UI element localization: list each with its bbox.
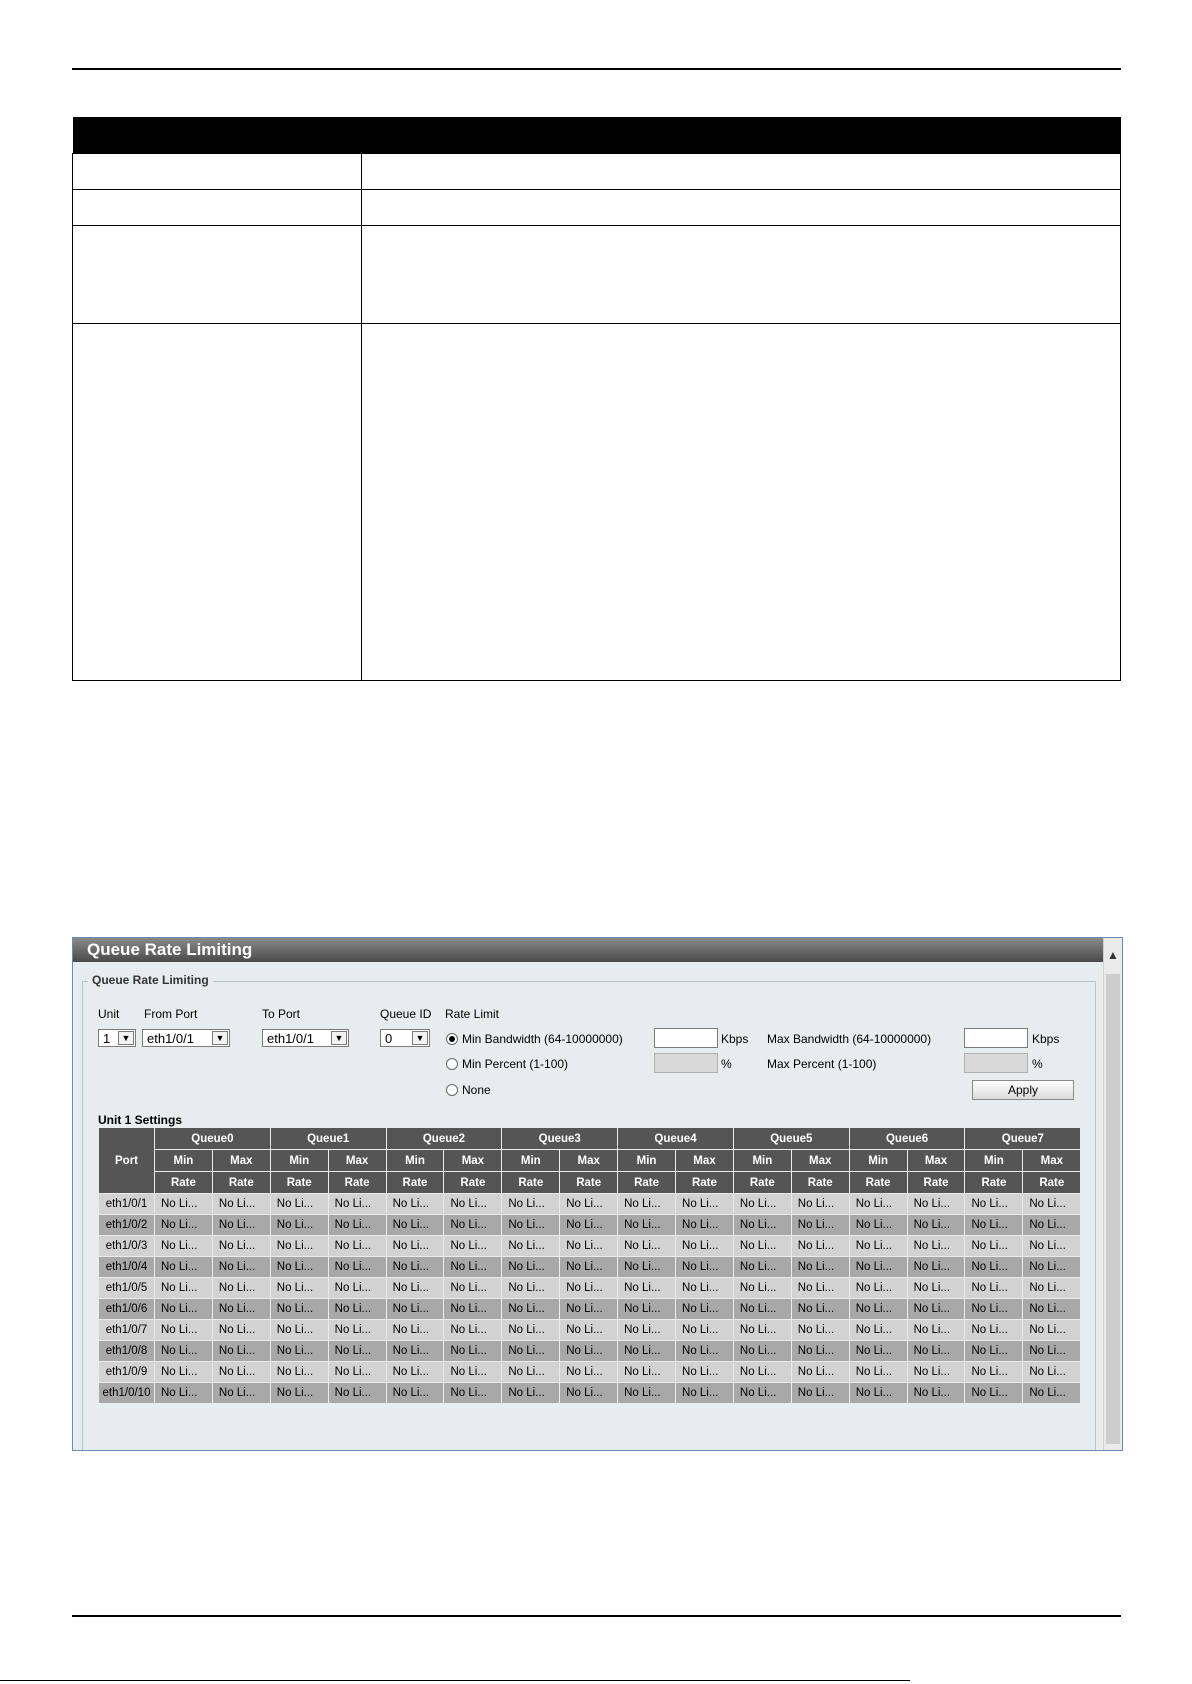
param-cell: [73, 324, 362, 681]
min-percent-radio[interactable]: [446, 1058, 458, 1070]
rate-cell: No Li...: [270, 1320, 328, 1341]
rate-cell: No Li...: [1023, 1257, 1081, 1278]
rate-cell: No Li...: [502, 1257, 560, 1278]
rate-cell: No Li...: [155, 1341, 213, 1362]
rate-cell: No Li...: [1023, 1383, 1081, 1404]
table-row: [99, 1236, 1081, 1257]
rate-cell: No Li...: [560, 1278, 618, 1299]
rate-cell: No Li...: [560, 1194, 618, 1215]
min-header: Min: [155, 1150, 213, 1172]
rate-cell: No Li...: [502, 1299, 560, 1320]
min-header: Min: [849, 1150, 907, 1172]
desc-cell: [362, 154, 1121, 190]
rate-cell: No Li...: [386, 1320, 444, 1341]
rate-cell: No Li...: [386, 1215, 444, 1236]
rate-limit-label: Rate Limit: [445, 1007, 500, 1021]
max-header: Max: [676, 1150, 734, 1172]
rate-cell: No Li...: [733, 1278, 791, 1299]
rate-cell: No Li...: [328, 1278, 386, 1299]
rate-cell: No Li...: [328, 1299, 386, 1320]
rate-cell: No Li...: [733, 1236, 791, 1257]
rate-cell: No Li...: [444, 1362, 502, 1383]
rate-header: Rate: [1023, 1172, 1081, 1194]
rate-cell: No Li...: [212, 1341, 270, 1362]
rate-cell: No Li...: [733, 1383, 791, 1404]
rate-cell: No Li...: [849, 1383, 907, 1404]
rate-cell: No Li...: [733, 1194, 791, 1215]
rate-cell: No Li...: [965, 1194, 1023, 1215]
rate-cell: No Li...: [849, 1257, 907, 1278]
table-row: [99, 1215, 1081, 1236]
table-row: [99, 1299, 1081, 1320]
none-radio[interactable]: [446, 1084, 458, 1096]
rate-cell: No Li...: [849, 1362, 907, 1383]
rate-cell: No Li...: [1023, 1299, 1081, 1320]
rate-cell: No Li...: [386, 1362, 444, 1383]
chevron-down-icon: ▼: [118, 1031, 134, 1045]
queue-header: Queue3: [502, 1128, 618, 1150]
min-bandwidth-input[interactable]: [654, 1028, 718, 1048]
rate-header: Rate: [444, 1172, 502, 1194]
desc-cell: [362, 190, 1121, 226]
queue-id-label: Queue ID: [380, 1007, 432, 1021]
port-cell: eth1/0/9: [99, 1362, 155, 1383]
queue-header: Queue6: [849, 1128, 965, 1150]
rate-cell: No Li...: [1023, 1278, 1081, 1299]
port-cell: eth1/0/7: [99, 1320, 155, 1341]
rate-cell: No Li...: [791, 1383, 849, 1404]
min-percent-label: Min Percent (1-100): [462, 1057, 569, 1071]
rate-cell: No Li...: [965, 1383, 1023, 1404]
rate-cell: No Li...: [155, 1236, 213, 1257]
rate-cell: No Li...: [1023, 1341, 1081, 1362]
rate-cell: No Li...: [328, 1236, 386, 1257]
rate-cell: No Li...: [560, 1257, 618, 1278]
rate-cell: No Li...: [733, 1341, 791, 1362]
rate-header: Rate: [270, 1172, 328, 1194]
rate-cell: No Li...: [618, 1236, 676, 1257]
rate-cell: No Li...: [502, 1194, 560, 1215]
rate-cell: No Li...: [676, 1215, 734, 1236]
rate-cell: No Li...: [849, 1341, 907, 1362]
rate-cell: No Li...: [328, 1341, 386, 1362]
rate-header: Rate: [733, 1172, 791, 1194]
rate-cell: No Li...: [155, 1194, 213, 1215]
unit-select[interactable]: 1 ▼: [98, 1029, 136, 1047]
port-cell: eth1/0/6: [99, 1299, 155, 1320]
rate-cell: No Li...: [270, 1341, 328, 1362]
rate-cell: No Li...: [965, 1320, 1023, 1341]
rate-cell: No Li...: [618, 1257, 676, 1278]
rate-cell: No Li...: [618, 1362, 676, 1383]
rate-cell: No Li...: [965, 1236, 1023, 1257]
rate-cell: No Li...: [444, 1299, 502, 1320]
rate-cell: No Li...: [676, 1362, 734, 1383]
rate-cell: No Li...: [907, 1299, 965, 1320]
vertical-scrollbar[interactable]: [1103, 938, 1123, 1450]
rate-cell: No Li...: [155, 1278, 213, 1299]
parameter-table: [72, 117, 1121, 681]
rate-cell: No Li...: [791, 1278, 849, 1299]
chevron-down-icon: ▼: [331, 1031, 347, 1045]
rate-header: Rate: [618, 1172, 676, 1194]
min-header: Min: [502, 1150, 560, 1172]
parameter-table-header: [73, 117, 1121, 154]
rate-cell: No Li...: [212, 1236, 270, 1257]
rate-cell: No Li...: [444, 1320, 502, 1341]
min-header: Min: [270, 1150, 328, 1172]
rate-cell: No Li...: [386, 1257, 444, 1278]
rate-cell: No Li...: [502, 1278, 560, 1299]
rate-cell: No Li...: [328, 1194, 386, 1215]
rate-cell: No Li...: [676, 1383, 734, 1404]
desc-cell: [362, 324, 1121, 681]
queue-header: Queue4: [618, 1128, 734, 1150]
rate-cell: No Li...: [618, 1299, 676, 1320]
chevron-down-icon: ▼: [212, 1031, 228, 1045]
port-cell: eth1/0/4: [99, 1257, 155, 1278]
rate-cell: No Li...: [328, 1215, 386, 1236]
desc-cell: [362, 226, 1121, 324]
rate-cell: No Li...: [502, 1362, 560, 1383]
max-kbps-unit: Kbps: [1032, 1032, 1060, 1046]
rate-cell: No Li...: [733, 1299, 791, 1320]
to-port-select[interactable]: eth1/0/1 ▼: [262, 1029, 349, 1047]
rate-header: Rate: [502, 1172, 560, 1194]
rate-cell: No Li...: [155, 1215, 213, 1236]
rate-cell: No Li...: [676, 1341, 734, 1362]
rate-cell: No Li...: [560, 1236, 618, 1257]
rate-cell: No Li...: [328, 1362, 386, 1383]
rate-cell: No Li...: [733, 1215, 791, 1236]
rate-cell: No Li...: [444, 1278, 502, 1299]
port-cell: eth1/0/2: [99, 1215, 155, 1236]
rate-cell: No Li...: [212, 1383, 270, 1404]
rate-cell: No Li...: [386, 1299, 444, 1320]
rate-cell: No Li...: [965, 1341, 1023, 1362]
none-label: None: [462, 1083, 491, 1097]
min-header: Min: [965, 1150, 1023, 1172]
min-header: Min: [618, 1150, 676, 1172]
rate-cell: No Li...: [212, 1194, 270, 1215]
chevron-down-icon: ▼: [412, 1031, 428, 1045]
rate-header: Rate: [155, 1172, 213, 1194]
param-cell: [73, 190, 362, 226]
param-cell: [73, 226, 362, 324]
rate-cell: No Li...: [791, 1236, 849, 1257]
max-header: Max: [328, 1150, 386, 1172]
max-bandwidth-label: Max Bandwidth (64-10000000): [767, 1032, 932, 1046]
rate-cell: No Li...: [270, 1362, 328, 1383]
rate-cell: No Li...: [676, 1299, 734, 1320]
chevron-up-icon[interactable]: ▲: [1107, 948, 1119, 962]
rate-cell: No Li...: [965, 1215, 1023, 1236]
rate-cell: No Li...: [212, 1299, 270, 1320]
rate-cell: No Li...: [618, 1320, 676, 1341]
rate-header: Rate: [849, 1172, 907, 1194]
rate-cell: No Li...: [502, 1383, 560, 1404]
unit-settings-title: Unit 1 Settings: [98, 1113, 183, 1127]
rate-cell: No Li...: [155, 1299, 213, 1320]
rate-cell: No Li...: [849, 1320, 907, 1341]
min-header: Min: [386, 1150, 444, 1172]
rate-cell: No Li...: [907, 1257, 965, 1278]
rate-cell: No Li...: [270, 1194, 328, 1215]
rate-cell: No Li...: [1023, 1362, 1081, 1383]
rate-cell: No Li...: [907, 1236, 965, 1257]
queue-header: Queue5: [733, 1128, 849, 1150]
rate-cell: No Li...: [676, 1194, 734, 1215]
rate-cell: No Li...: [907, 1383, 965, 1404]
rate-cell: No Li...: [328, 1383, 386, 1404]
scrollbar-thumb[interactable]: [1106, 974, 1120, 1444]
apply-button[interactable]: Apply: [972, 1080, 1074, 1100]
max-header: Max: [212, 1150, 270, 1172]
rate-cell: No Li...: [676, 1257, 734, 1278]
queue-header: Queue0: [155, 1128, 271, 1150]
rate-cell: No Li...: [386, 1383, 444, 1404]
port-cell: eth1/0/10: [99, 1383, 155, 1404]
table-row: [99, 1257, 1081, 1278]
table-row: [99, 1362, 1081, 1383]
rate-cell: No Li...: [560, 1299, 618, 1320]
rate-cell: No Li...: [791, 1362, 849, 1383]
rate-cell: No Li...: [155, 1320, 213, 1341]
rate-cell: No Li...: [1023, 1194, 1081, 1215]
min-percent-input[interactable]: [654, 1053, 718, 1073]
queue-header: Queue7: [965, 1128, 1081, 1150]
rate-cell: No Li...: [791, 1320, 849, 1341]
rate-cell: No Li...: [212, 1215, 270, 1236]
rate-cell: No Li...: [444, 1383, 502, 1404]
min-header: Min: [733, 1150, 791, 1172]
rate-cell: No Li...: [212, 1320, 270, 1341]
rate-cell: No Li...: [1023, 1236, 1081, 1257]
fieldset-legend: Queue Rate Limiting: [88, 973, 213, 987]
unit-label: Unit: [98, 1007, 120, 1021]
rate-cell: No Li...: [965, 1299, 1023, 1320]
rate-cell: No Li...: [270, 1278, 328, 1299]
rate-cell: No Li...: [502, 1215, 560, 1236]
rate-header: Rate: [560, 1172, 618, 1194]
rate-cell: No Li...: [386, 1194, 444, 1215]
table-row: [99, 1194, 1081, 1215]
rate-cell: No Li...: [560, 1383, 618, 1404]
queue-settings-table: [98, 1127, 1081, 1404]
rate-cell: No Li...: [907, 1194, 965, 1215]
rate-cell: No Li...: [849, 1299, 907, 1320]
header-rule: [72, 68, 1121, 70]
rate-header: Rate: [676, 1172, 734, 1194]
max-header: Max: [907, 1150, 965, 1172]
max-header: Max: [560, 1150, 618, 1172]
rate-cell: No Li...: [907, 1278, 965, 1299]
rate-cell: No Li...: [444, 1257, 502, 1278]
rate-cell: No Li...: [560, 1215, 618, 1236]
rate-cell: No Li...: [560, 1341, 618, 1362]
from-port-select[interactable]: eth1/0/1 ▼: [142, 1029, 230, 1047]
rate-cell: No Li...: [618, 1383, 676, 1404]
rate-cell: No Li...: [907, 1341, 965, 1362]
queue-header: Queue2: [386, 1128, 502, 1150]
rate-cell: No Li...: [849, 1215, 907, 1236]
rate-cell: No Li...: [907, 1320, 965, 1341]
rate-header: Rate: [907, 1172, 965, 1194]
rate-cell: No Li...: [618, 1215, 676, 1236]
queue-id-select[interactable]: 0 ▼: [380, 1029, 430, 1047]
rate-cell: No Li...: [444, 1236, 502, 1257]
min-kbps-unit: Kbps: [721, 1032, 749, 1046]
rate-cell: No Li...: [618, 1341, 676, 1362]
max-percent-input[interactable]: [964, 1053, 1028, 1073]
rate-cell: No Li...: [965, 1257, 1023, 1278]
rate-cell: No Li...: [1023, 1320, 1081, 1341]
rate-cell: No Li...: [791, 1215, 849, 1236]
rate-cell: No Li...: [965, 1362, 1023, 1383]
rate-cell: No Li...: [907, 1215, 965, 1236]
rate-header: Rate: [965, 1172, 1023, 1194]
rate-cell: No Li...: [212, 1362, 270, 1383]
max-header: Max: [791, 1150, 849, 1172]
rate-cell: No Li...: [676, 1236, 734, 1257]
rate-cell: No Li...: [502, 1320, 560, 1341]
rate-cell: No Li...: [386, 1236, 444, 1257]
max-header: Max: [444, 1150, 502, 1172]
max-percent-unit: %: [1032, 1057, 1043, 1071]
min-bandwidth-label: Min Bandwidth (64-10000000): [462, 1032, 623, 1046]
rate-cell: No Li...: [444, 1194, 502, 1215]
table-row: [99, 1278, 1081, 1299]
rate-cell: No Li...: [791, 1299, 849, 1320]
from-port-label: From Port: [144, 1007, 198, 1021]
rate-cell: No Li...: [849, 1194, 907, 1215]
rate-cell: No Li...: [791, 1341, 849, 1362]
rate-cell: No Li...: [849, 1278, 907, 1299]
rate-cell: No Li...: [155, 1257, 213, 1278]
table-row: [99, 1320, 1081, 1341]
rate-cell: No Li...: [907, 1362, 965, 1383]
rate-header: Rate: [328, 1172, 386, 1194]
rate-cell: No Li...: [444, 1341, 502, 1362]
to-port-label: To Port: [262, 1007, 301, 1021]
rate-cell: No Li...: [155, 1362, 213, 1383]
rate-cell: No Li...: [733, 1362, 791, 1383]
rate-cell: No Li...: [1023, 1215, 1081, 1236]
min-percent-unit: %: [721, 1057, 732, 1071]
rate-cell: No Li...: [791, 1194, 849, 1215]
max-header: Max: [1023, 1150, 1081, 1172]
bottom-rule: [0, 1680, 910, 1681]
rate-cell: No Li...: [676, 1278, 734, 1299]
rate-cell: No Li...: [502, 1341, 560, 1362]
rate-header: Rate: [212, 1172, 270, 1194]
rate-cell: No Li...: [212, 1278, 270, 1299]
max-percent-label: Max Percent (1-100): [767, 1057, 877, 1071]
rate-cell: No Li...: [733, 1320, 791, 1341]
rate-cell: No Li...: [618, 1278, 676, 1299]
rate-cell: No Li...: [502, 1236, 560, 1257]
rate-cell: No Li...: [444, 1215, 502, 1236]
rate-cell: No Li...: [155, 1383, 213, 1404]
window-title: Queue Rate Limiting: [87, 940, 253, 959]
rate-cell: No Li...: [270, 1299, 328, 1320]
rate-cell: No Li...: [270, 1257, 328, 1278]
rate-cell: No Li...: [733, 1257, 791, 1278]
rate-cell: No Li...: [328, 1320, 386, 1341]
rate-header: Rate: [791, 1172, 849, 1194]
rate-cell: No Li...: [270, 1383, 328, 1404]
port-cell: eth1/0/3: [99, 1236, 155, 1257]
rate-cell: No Li...: [791, 1257, 849, 1278]
rate-cell: No Li...: [270, 1236, 328, 1257]
footer-rule: [72, 1615, 1121, 1617]
rate-header: Rate: [386, 1172, 444, 1194]
rate-cell: No Li...: [270, 1215, 328, 1236]
port-cell: eth1/0/1: [99, 1194, 155, 1215]
param-cell: [73, 154, 362, 190]
rate-cell: No Li...: [386, 1278, 444, 1299]
port-cell: eth1/0/8: [99, 1341, 155, 1362]
port-header: Port: [99, 1128, 155, 1194]
port-cell: eth1/0/5: [99, 1278, 155, 1299]
min-bandwidth-radio[interactable]: [446, 1033, 458, 1045]
rate-cell: No Li...: [560, 1362, 618, 1383]
rate-cell: No Li...: [560, 1320, 618, 1341]
table-row: [99, 1383, 1081, 1404]
rate-cell: No Li...: [212, 1257, 270, 1278]
rate-cell: No Li...: [328, 1257, 386, 1278]
rate-cell: No Li...: [676, 1320, 734, 1341]
table-row: [99, 1341, 1081, 1362]
max-bandwidth-input[interactable]: [964, 1028, 1028, 1048]
rate-cell: No Li...: [618, 1194, 676, 1215]
rate-cell: No Li...: [965, 1278, 1023, 1299]
queue-header: Queue1: [270, 1128, 386, 1150]
rate-cell: No Li...: [849, 1236, 907, 1257]
rate-cell: No Li...: [386, 1341, 444, 1362]
window-title-bar: [73, 938, 1103, 962]
